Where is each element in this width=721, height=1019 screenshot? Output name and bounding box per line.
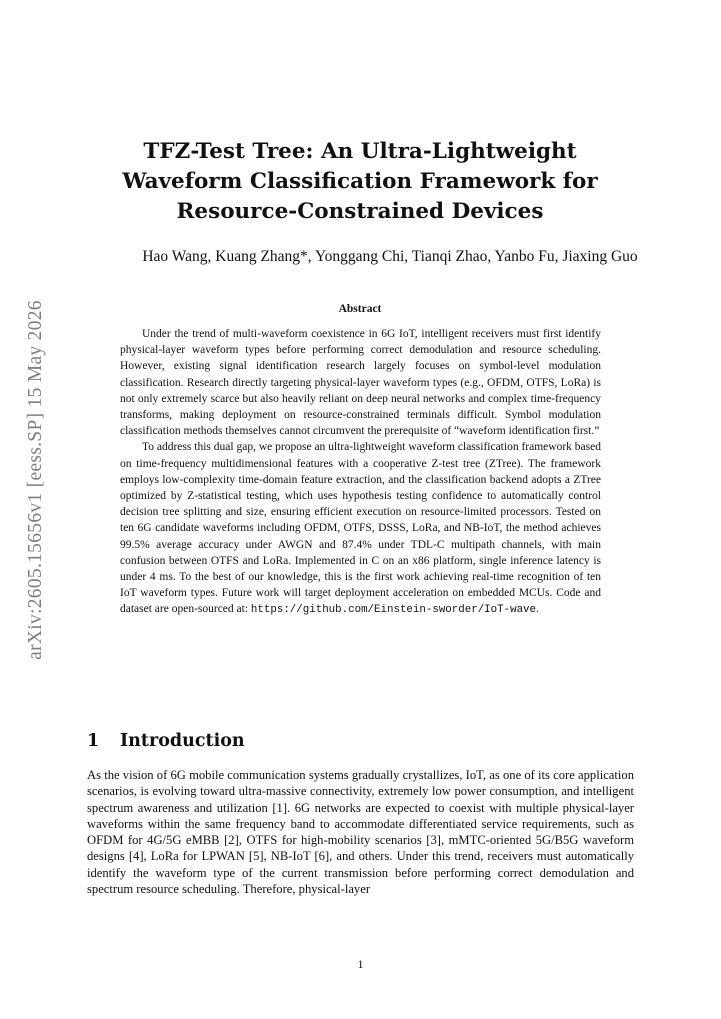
code-repository-link[interactable]: https://github.com/Einstein-sworder/IoT-wave (250, 604, 537, 617)
abstract-end-punctuation: . (536, 603, 539, 616)
page-number: 1 (357, 957, 364, 971)
author-list: Hao Wang, Kuang Zhang*, Yonggang Chi, Tianqi Zhao, Yanbo Fu, Jiaxing Guo (142, 248, 638, 265)
abstract-paragraph (120, 439, 601, 618)
arxiv-identifier[interactable]: arXiv:2605.15656v1 [eess.SP] 15 May 2026 (25, 300, 46, 660)
introduction-body (87, 767, 634, 897)
section-title: Introduction (120, 731, 245, 751)
introduction-paragraph: As the vision of 6G mobile communication systems gradually crystallizes, IoT, as one of its core application scenarios, is evolving toward ultra-massive connectivity, extremely low power consumption, and intelligent spectrum awareness and utilization [1]. 6G networks are expected to coexist with multiple physical-layer waveforms within the same frequency band to accommodate differentiated service requirements, such as OFDM for 4G/5G eMBB [2], OTFS for high-mobility scenarios [3], mMTC-oriented 5G/B5G waveform designs [4], LoRa for LPWAN [5], NB-IoT [6], and others. Under this trend, receivers must automatically identify the waveform type of the current transmission before performing correct demodulation and spectrum resource scheduling. Therefore, physical-layer (87, 768, 634, 897)
section-number: 1 (87, 731, 100, 751)
paper-title (90, 137, 630, 227)
abstract-body (120, 326, 601, 619)
title-line: Waveform Classification Framework for (122, 169, 598, 194)
section-heading (87, 731, 245, 751)
abstract-heading: Abstract (338, 303, 382, 315)
title-line: TFZ-Test Tree: An Ultra-Lightweight (143, 139, 577, 164)
title-line: Resource-Constrained Devices (176, 199, 544, 224)
abstract-paragraph-text: To address this dual gap, we propose an ultra-lightweight waveform classification framework based on time-frequency multidimensional features with a cooperative Z-test tree (ZTree). The framework employs low-complexity time-domain feature extraction, and the classification backend adopts a ZTree optimized by Z-statistical testing, which uses hypothesis testing confidence to automatically control decision tree splitting and size, ensuring efficient execution on resource-limited processors. Tested on ten 6G candidate waveforms including OFDM, OTFS, DSSS, LoRa, and NB-IoT, the method achieves 99.5% average accuracy under AWGN and 87.4% under TDL-C multipath channels, with main confusion between OTFS and LoRa. Implemented in C on an x86 platform, single inference latency is under 4 ms. To the best of our knowledge, this is the first work achieving real-time recognition of ten IoT waveform types. Future work will target deployment acceleration on embedded MCUs. Code and dataset are open-sourced at: (120, 441, 601, 616)
abstract-paragraph: Under the trend of multi-waveform coexistence in 6G IoT, intelligent receivers must first identify physical-layer waveform types before performing correct demodulation and resource scheduling. However, existing signal identification research largely focuses on symbol-level modulation classification. Research directly targeting physical-layer waveform types (e.g., OFDM, OTFS, LoRa) is not only extremely scarce but also heavily reliant on deep neural networks and complex time-frequency transforms, making deployment on resource-constrained terminals difficult. Symbol modulation classification methods themselves cannot circumvent the prerequisite of “waveform identification first.” (120, 328, 601, 438)
